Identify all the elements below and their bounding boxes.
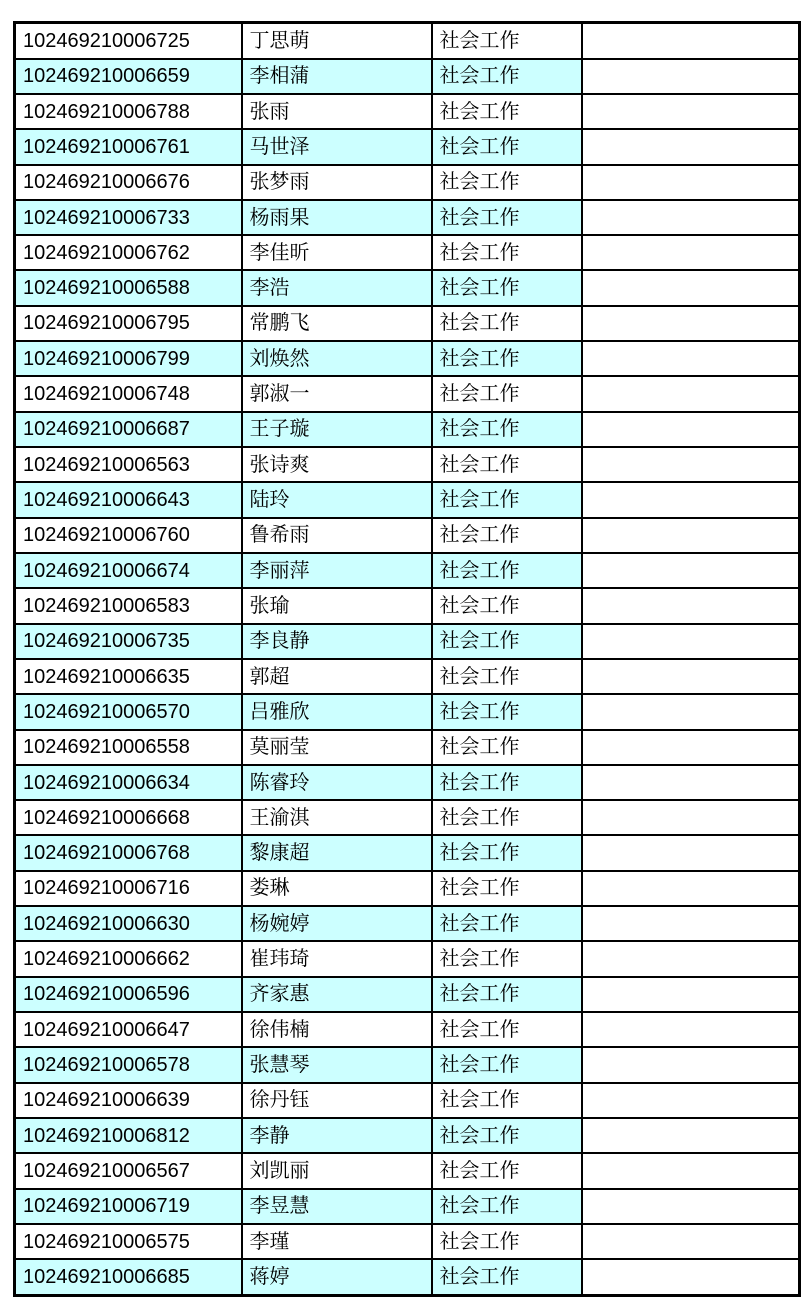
table-row: [15, 588, 800, 623]
table-row: [15, 447, 800, 482]
exam-id-cell: 102469210006647: [15, 1012, 242, 1047]
major-cell: 社会工作: [432, 129, 582, 164]
empty-cell: [582, 94, 800, 129]
table-row: [15, 1153, 800, 1188]
table-row: [15, 1224, 800, 1259]
student-name-cell: 刘凯丽: [242, 1153, 432, 1188]
exam-id-cell: 102469210006725: [15, 23, 242, 59]
student-name-cell: 丁思萌: [242, 23, 432, 59]
exam-id-cell: 102469210006659: [15, 59, 242, 94]
exam-id-cell: 102469210006674: [15, 553, 242, 588]
student-name-cell: 郭超: [242, 659, 432, 694]
major-cell: 社会工作: [432, 376, 582, 411]
exam-id-cell: 102469210006685: [15, 1259, 242, 1295]
table-row: [15, 1189, 800, 1224]
exam-id-cell: 102469210006676: [15, 165, 242, 200]
empty-cell: [582, 694, 800, 729]
exam-id-cell: 102469210006761: [15, 129, 242, 164]
empty-cell: [582, 235, 800, 270]
major-cell: 社会工作: [432, 1259, 582, 1295]
major-cell: 社会工作: [432, 906, 582, 941]
student-name-cell: 吕雅欣: [242, 694, 432, 729]
major-cell: 社会工作: [432, 341, 582, 376]
student-name-cell: 张慧琴: [242, 1047, 432, 1082]
table-row: [15, 482, 800, 517]
exam-id-cell: 102469210006760: [15, 518, 242, 553]
student-name-cell: 张诗爽: [242, 447, 432, 482]
student-name-cell: 娄琳: [242, 871, 432, 906]
empty-cell: [582, 730, 800, 765]
exam-id-cell: 102469210006588: [15, 270, 242, 305]
table-row: [15, 659, 800, 694]
empty-cell: [582, 376, 800, 411]
table-row: [15, 553, 800, 588]
empty-cell: [582, 1224, 800, 1259]
table-row: [15, 1118, 800, 1153]
table-row: [15, 341, 800, 376]
major-cell: 社会工作: [432, 977, 582, 1012]
empty-cell: [582, 23, 800, 59]
major-cell: 社会工作: [432, 941, 582, 976]
table-row: [15, 694, 800, 729]
empty-cell: [582, 906, 800, 941]
major-cell: 社会工作: [432, 235, 582, 270]
student-name-cell: 李佳昕: [242, 235, 432, 270]
exam-id-cell: 102469210006643: [15, 482, 242, 517]
student-name-cell: 徐伟楠: [242, 1012, 432, 1047]
major-cell: 社会工作: [432, 730, 582, 765]
empty-cell: [582, 200, 800, 235]
student-name-cell: 李静: [242, 1118, 432, 1153]
table-row: [15, 200, 800, 235]
major-cell: 社会工作: [432, 447, 582, 482]
empty-cell: [582, 977, 800, 1012]
exam-id-cell: 102469210006567: [15, 1153, 242, 1188]
empty-cell: [582, 341, 800, 376]
student-name-cell: 徐丹钰: [242, 1083, 432, 1118]
major-cell: 社会工作: [432, 1047, 582, 1082]
student-name-cell: 张瑜: [242, 588, 432, 623]
empty-cell: [582, 1259, 800, 1295]
table-row: [15, 23, 800, 59]
exam-id-cell: 102469210006799: [15, 341, 242, 376]
exam-id-cell: 102469210006733: [15, 200, 242, 235]
major-cell: 社会工作: [432, 871, 582, 906]
major-cell: 社会工作: [432, 23, 582, 59]
exam-id-cell: 102469210006578: [15, 1047, 242, 1082]
major-cell: 社会工作: [432, 800, 582, 835]
table-row: [15, 165, 800, 200]
major-cell: 社会工作: [432, 200, 582, 235]
student-table-body: [15, 23, 800, 1296]
table-row: [15, 235, 800, 270]
empty-cell: [582, 871, 800, 906]
exam-id-cell: 102469210006662: [15, 941, 242, 976]
student-table: [13, 21, 801, 1297]
table-row: [15, 977, 800, 1012]
major-cell: 社会工作: [432, 624, 582, 659]
table-row: [15, 412, 800, 447]
table-row: [15, 1047, 800, 1082]
empty-cell: [582, 553, 800, 588]
major-cell: 社会工作: [432, 94, 582, 129]
student-name-cell: 王渝淇: [242, 800, 432, 835]
empty-cell: [582, 835, 800, 870]
table-row: [15, 730, 800, 765]
table-row: [15, 765, 800, 800]
major-cell: 社会工作: [432, 482, 582, 517]
empty-cell: [582, 588, 800, 623]
student-name-cell: 蒋婷: [242, 1259, 432, 1295]
major-cell: 社会工作: [432, 59, 582, 94]
student-name-cell: 张梦雨: [242, 165, 432, 200]
major-cell: 社会工作: [432, 588, 582, 623]
empty-cell: [582, 1118, 800, 1153]
major-cell: 社会工作: [432, 518, 582, 553]
exam-id-cell: 102469210006788: [15, 94, 242, 129]
exam-id-cell: 102469210006748: [15, 376, 242, 411]
exam-id-cell: 102469210006795: [15, 306, 242, 341]
student-name-cell: 李浩: [242, 270, 432, 305]
table-row: [15, 624, 800, 659]
major-cell: 社会工作: [432, 1189, 582, 1224]
major-cell: 社会工作: [432, 553, 582, 588]
empty-cell: [582, 765, 800, 800]
student-name-cell: 李相蒲: [242, 59, 432, 94]
table-row: [15, 871, 800, 906]
exam-id-cell: 102469210006762: [15, 235, 242, 270]
exam-id-cell: 102469210006668: [15, 800, 242, 835]
table-row: [15, 1259, 800, 1295]
student-name-cell: 常鹏飞: [242, 306, 432, 341]
major-cell: 社会工作: [432, 412, 582, 447]
student-name-cell: 鲁希雨: [242, 518, 432, 553]
student-name-cell: 崔玮琦: [242, 941, 432, 976]
student-name-cell: 张雨: [242, 94, 432, 129]
major-cell: 社会工作: [432, 1153, 582, 1188]
major-cell: 社会工作: [432, 765, 582, 800]
empty-cell: [582, 1012, 800, 1047]
exam-id-cell: 102469210006634: [15, 765, 242, 800]
table-row: [15, 306, 800, 341]
exam-id-cell: 102469210006639: [15, 1083, 242, 1118]
student-name-cell: 齐家惠: [242, 977, 432, 1012]
table-row: [15, 800, 800, 835]
student-name-cell: 莫丽莹: [242, 730, 432, 765]
empty-cell: [582, 447, 800, 482]
student-name-cell: 李良静: [242, 624, 432, 659]
empty-cell: [582, 1153, 800, 1188]
table-row: [15, 129, 800, 164]
exam-id-cell: 102469210006575: [15, 1224, 242, 1259]
student-name-cell: 王子璇: [242, 412, 432, 447]
empty-cell: [582, 518, 800, 553]
major-cell: 社会工作: [432, 835, 582, 870]
student-name-cell: 刘焕然: [242, 341, 432, 376]
exam-id-cell: 102469210006635: [15, 659, 242, 694]
major-cell: 社会工作: [432, 659, 582, 694]
major-cell: 社会工作: [432, 1083, 582, 1118]
exam-id-cell: 102469210006735: [15, 624, 242, 659]
exam-id-cell: 102469210006570: [15, 694, 242, 729]
empty-cell: [582, 659, 800, 694]
table-row: [15, 94, 800, 129]
table-row: [15, 941, 800, 976]
student-name-cell: 郭淑一: [242, 376, 432, 411]
exam-id-cell: 102469210006558: [15, 730, 242, 765]
exam-id-cell: 102469210006583: [15, 588, 242, 623]
exam-id-cell: 102469210006596: [15, 977, 242, 1012]
table-row: [15, 270, 800, 305]
empty-cell: [582, 941, 800, 976]
exam-id-cell: 102469210006716: [15, 871, 242, 906]
table-row: [15, 376, 800, 411]
student-name-cell: 马世泽: [242, 129, 432, 164]
table-row: [15, 518, 800, 553]
empty-cell: [582, 1189, 800, 1224]
student-name-cell: 李丽萍: [242, 553, 432, 588]
student-name-cell: 黎康超: [242, 835, 432, 870]
major-cell: 社会工作: [432, 1118, 582, 1153]
major-cell: 社会工作: [432, 306, 582, 341]
empty-cell: [582, 129, 800, 164]
major-cell: 社会工作: [432, 1224, 582, 1259]
table-row: [15, 906, 800, 941]
empty-cell: [582, 482, 800, 517]
empty-cell: [582, 624, 800, 659]
exam-id-cell: 102469210006719: [15, 1189, 242, 1224]
empty-cell: [582, 165, 800, 200]
empty-cell: [582, 270, 800, 305]
empty-cell: [582, 1047, 800, 1082]
exam-id-cell: 102469210006812: [15, 1118, 242, 1153]
student-name-cell: 李瑾: [242, 1224, 432, 1259]
table-row: [15, 1012, 800, 1047]
exam-id-cell: 102469210006687: [15, 412, 242, 447]
empty-cell: [582, 800, 800, 835]
empty-cell: [582, 412, 800, 447]
table-row: [15, 835, 800, 870]
student-name-cell: 杨雨果: [242, 200, 432, 235]
empty-cell: [582, 59, 800, 94]
student-name-cell: 陆玲: [242, 482, 432, 517]
table-row: [15, 1083, 800, 1118]
major-cell: 社会工作: [432, 694, 582, 729]
exam-id-cell: 102469210006563: [15, 447, 242, 482]
exam-id-cell: 102469210006768: [15, 835, 242, 870]
student-name-cell: 杨婉婷: [242, 906, 432, 941]
student-name-cell: 陈睿玲: [242, 765, 432, 800]
empty-cell: [582, 1083, 800, 1118]
exam-id-cell: 102469210006630: [15, 906, 242, 941]
empty-cell: [582, 306, 800, 341]
student-name-cell: 李昱慧: [242, 1189, 432, 1224]
major-cell: 社会工作: [432, 165, 582, 200]
table-row: [15, 59, 800, 94]
major-cell: 社会工作: [432, 1012, 582, 1047]
major-cell: 社会工作: [432, 270, 582, 305]
